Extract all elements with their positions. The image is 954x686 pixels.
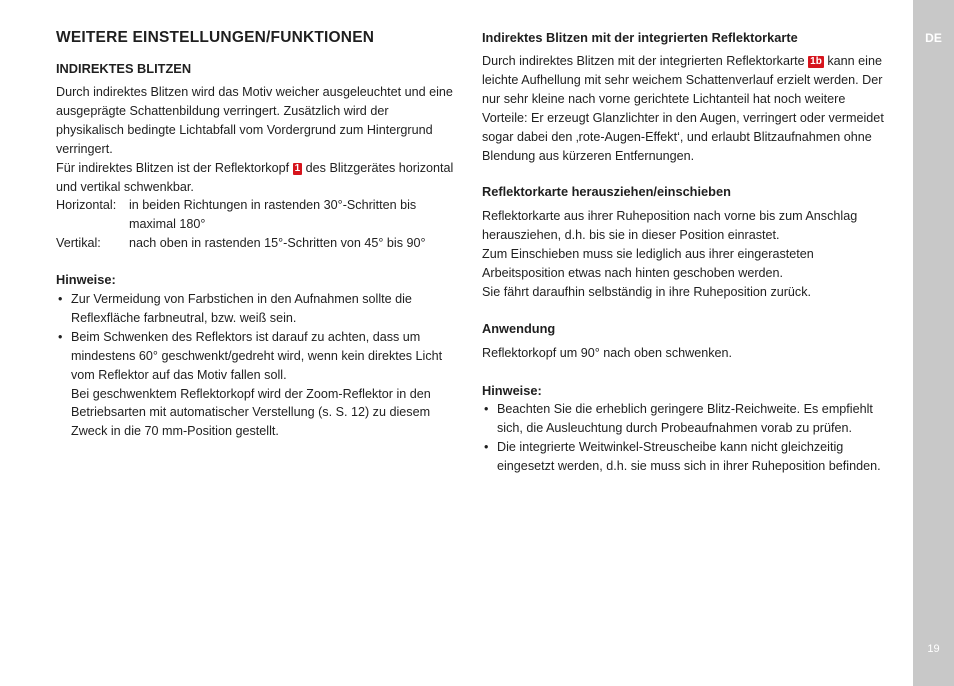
subsection-title: INDIREKTES BLITZEN xyxy=(56,61,192,76)
swivel-text-before: Für indirektes Blitzen ist der Reflektorkopf xyxy=(56,160,290,175)
note-text: Zur Vermeidung von Farbstichen in den Aufnahmen sollte die Reflexfläche farbneutral, bzw. weiß sein. xyxy=(71,292,412,325)
horizontal-value: in beiden Richtungen in rastenden 30°-Schritten bis maximal 180° xyxy=(129,198,417,232)
usage-heading: Anwendung xyxy=(482,321,556,336)
list-item xyxy=(482,438,886,476)
note-text: Beim Schwenken des Reflektors ist darauf zu achten, dass um mindestens 60° geschwenkt/gedreht wird, wenn kein direktes Licht vom Reflektor auf das Motiv fallen soll. xyxy=(71,329,443,382)
note-text-extra: Bei geschwenktem Reflektorkopf wird der Zoom-Reflektor in den Betriebsarten mit automatischer Verstellung (s. S. 12) zu diesem Zweck in die 70 mm-Position gestellt. xyxy=(71,386,431,439)
return-paragraph: Sie fährt daraufhin selbständig in ihre Ruheposition zurück. xyxy=(482,284,812,299)
reflector-head-ref-badge: 1 xyxy=(294,162,301,174)
swivel-ranges xyxy=(56,196,456,253)
usage-paragraph: Reflektorkopf um 90° nach oben schwenken. xyxy=(482,346,733,360)
section-title: WEITERE EINSTELLUNGEN/FUNKTIONEN xyxy=(56,29,375,46)
list-item xyxy=(482,400,886,438)
notes-heading: Hinweise: xyxy=(56,272,116,287)
horizontal-row xyxy=(56,196,456,234)
intro-paragraph: Durch indirektes Blitzen wird das Motiv weicher ausgeleuchtet und eine ausgeprägte Schattenbildung verringert. Zusätzlich wird der physikalisch bedingte Lichtabfall vom Vordergrund zum Hintergrund verringert. xyxy=(56,85,453,156)
bullet: • xyxy=(58,292,63,306)
notes-list xyxy=(56,290,456,441)
bullet: • xyxy=(484,439,489,454)
notes-list xyxy=(482,400,886,476)
reflector-card-paragraph xyxy=(482,52,886,165)
vertical-value: nach oben in rastenden 15°-Schritten von 45° bis 90° xyxy=(129,236,426,251)
push-in-paragraph: Zum Einschieben muss sie lediglich aus ihrer eingerasteten Arbeitsposition etwas nach hinten geschoben werden. xyxy=(482,246,814,280)
intro-block xyxy=(56,83,456,253)
usage-block xyxy=(482,344,886,363)
reflector-card-ref-badge: 1b xyxy=(810,56,822,67)
vertical-label: Vertikal: xyxy=(56,236,101,251)
list-item xyxy=(56,290,456,328)
list-item xyxy=(56,328,456,441)
bullet: • xyxy=(484,402,489,416)
reflector-card-heading: Indirektes Blitzen mit der integrierten Reflektorkarte xyxy=(482,30,798,45)
language-sidebar xyxy=(913,0,954,686)
note-text: Die integrierte Weitwinkel-Streuscheibe kann nicht gleichzeitig eingesetzt werden, d.h. sie muss sich in ihrer Ruheposition befinden. xyxy=(497,439,881,473)
swivel-text-after: des Blitzgerätes horizontal und vertikal schwenkbar. xyxy=(56,160,454,194)
reflector-card-block xyxy=(482,52,886,165)
swivel-paragraph xyxy=(56,159,456,197)
horizontal-label: Horizontal: xyxy=(56,198,117,213)
page-number: 19 xyxy=(927,643,940,655)
vertical-row xyxy=(56,234,456,253)
reflector-card-text-before: Durch indirektes Blitzen mit der integrierten Reflektorkarte xyxy=(482,54,805,68)
note-text: Beachten Sie die erheblich geringere Blitz-Reichweite. Es empfiehlt sich, die Ausleuchtung durch Probeaufnahmen vorab zu prüfen. xyxy=(497,402,873,435)
pull-out-block xyxy=(482,207,886,302)
reflector-card-text-after: kann eine leichte Aufhellung mit sehr weichem Schattenverlauf erzielt werden. Der nur sehr kleine nach vorne gerichtete Lichtanteil hat noch weitere Vorteile: Er erzeugt Glanzlichter in den Augen, verringert oder vermeidet sogar dabei den ‚rote-Augen-Effekt‘, und erlaubt Blitzaufnahmen ohne Blendung aus kürzeren Entfernungen. xyxy=(482,54,884,163)
pull-out-paragraph: Reflektorkarte aus ihrer Ruheposition nach vorne bis zum Anschlag herausziehen, d.h. bis sie in dieser Position einrastet. xyxy=(482,209,858,242)
language-label: DE xyxy=(925,31,942,45)
bullet: • xyxy=(58,329,63,344)
notes-heading: Hinweise: xyxy=(482,383,542,398)
pull-out-heading: Reflektorkarte herausziehen/einschieben xyxy=(482,184,731,199)
